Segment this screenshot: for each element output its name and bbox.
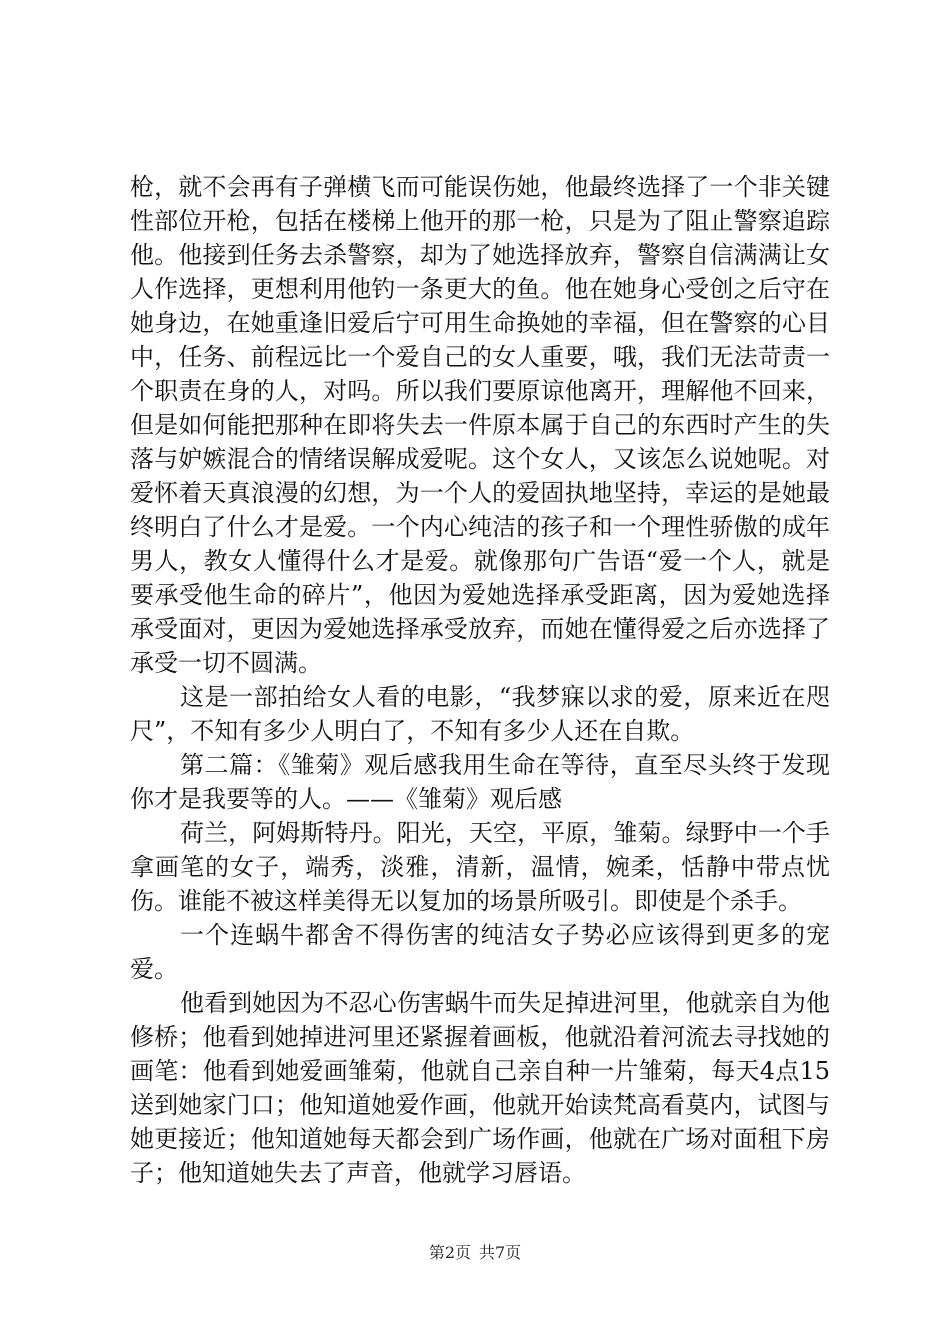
paragraph-6: 他看到她因为不忍心伤害蜗牛而失足掉进河里，他就亲自为他修桥；他看到她掉进河里还紧握着画板，他就沿着河流去寻找她的画笔：他看到她爱画雏菊，他就自己亲自种一片雏菊，每天4点15送到她家门口；他知道她爱作画，他就开始读梵高看莫内，试图与她更接近；他知道她每天都会到广场作画，他就在广场对面租下房子；他知道她失去了声音，他就学习唇语。 bbox=[130, 989, 830, 1187]
page-number-total: 共7页 bbox=[479, 1243, 522, 1262]
paragraph-5: 一个连蜗牛都舍不得伤害的纯洁女子势必应该得到更多的宠爱。 bbox=[130, 921, 830, 983]
paragraph-1: 枪，就不会再有子弹横飞而可能误伤她，他最终选择了一个非关键性部位开枪，包括在楼梯上他开的那一枪，只是为了阻止警察追踪他。他接到任务去杀警察，却为了她选择放弃，警察自信满满让女人作选择，更想利用他钓一条更大的鱼。他在她身心受创之后守在她身边，在她重逢旧爱后宁可用生命换她的幸福，但在警察的心目中，任务、前程远比一个爱自己的女人重要，哦，我们无法苛责一个职责在身的人，对吗。所以我们要原谅他离开，理解他不回来，但是如何能把那种在即将失去一件原本属于自己的东西时产生的失落与妒嫉混合的情绪误解成爱呢。这个女人，又该怎么说她呢。对爱怀着天真浪漫的幻想，为一个人的爱固执地坚持，幸运的是她最终明白了什么才是爱。一个内心纯洁的孩子和一个理性骄傲的成年男人，教女人懂得什么才是爱。就像那句广告语“爱一个人，就是要承受他生命的碎片”，他因为爱她选择承受距离，因为爱她选择承受面对，更因为爱她选择承受放弃，而她在懂得爱之后亦选择了承受一切不圆满。 bbox=[130, 173, 830, 677]
paragraph-2: 这是一部拍给女人看的电影，“我梦寐以求的爱，原来近在咫尺”，不知有多少人明白了，不知有多少人还在自欺。 bbox=[130, 683, 830, 745]
page-number-current: 第2页 bbox=[428, 1243, 471, 1262]
page-footer bbox=[0, 1243, 950, 1263]
paragraph-4: 荷兰，阿姆斯特丹。阳光，天空，平原，雏菊。绿野中一个手拿画笔的女子，端秀，淡雅，清新，温情，婉柔，恬静中带点忧伤。谁能不被这样美得无以复加的场景所吸引。即使是个杀手。 bbox=[130, 819, 830, 915]
document-body bbox=[130, 170, 830, 1190]
paragraph-3-section-heading: 第二篇：《雏菊》观后感我用生命在等待，直至尽头终于发现你才是我要等的人。——《雏菊》观后感 bbox=[130, 751, 830, 813]
